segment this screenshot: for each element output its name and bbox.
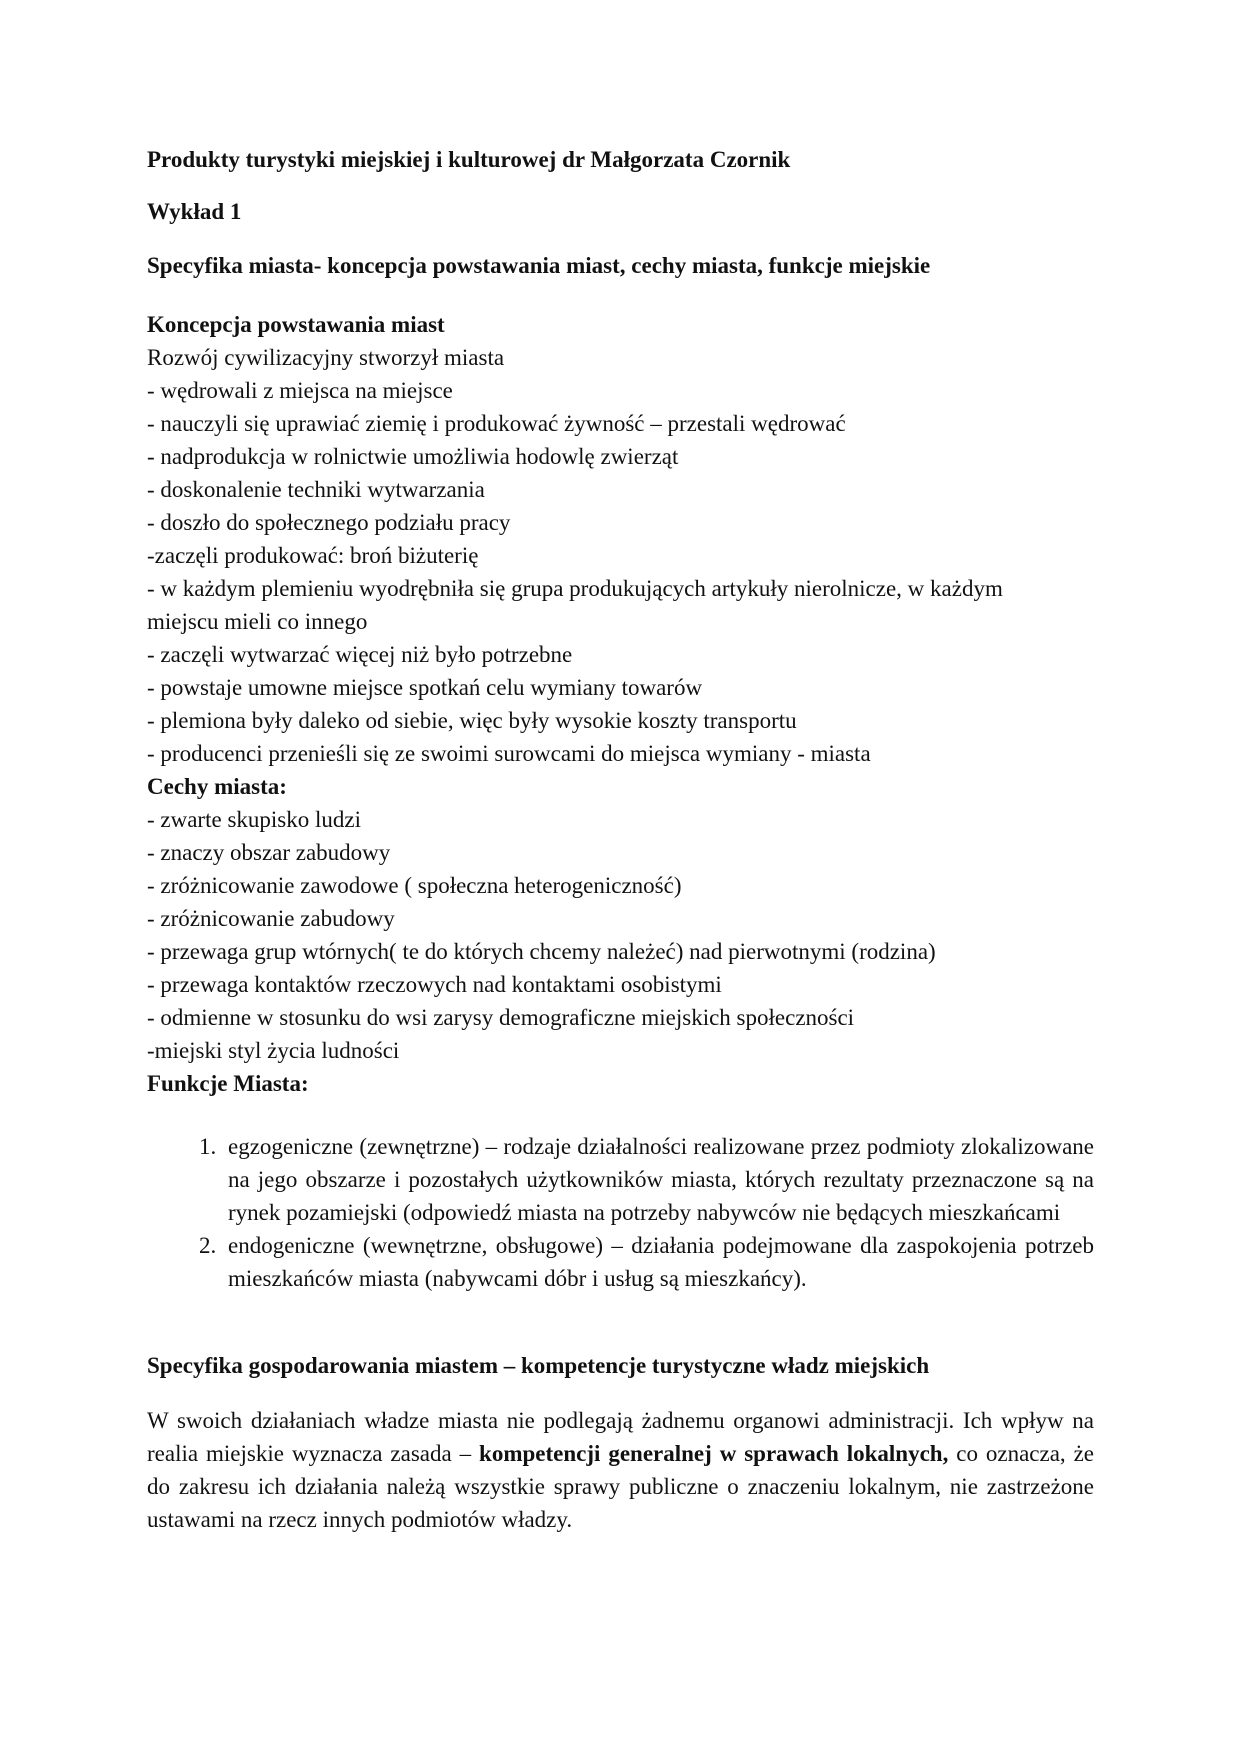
origin-line: - doszło do społecznego podziału pracy bbox=[147, 510, 511, 535]
origin-line: - nadprodukcja w rolnictwie umożliwia hodowlę zwierząt bbox=[147, 444, 679, 469]
origin-line: miejscu mieli co innego bbox=[147, 609, 368, 634]
paragraph-bold-text: kompetencji generalnej w sprawach lokalnych, bbox=[479, 1441, 949, 1466]
origin-line: - nauczyli się uprawiać ziemię i produkować żywność – przestali wędrować bbox=[147, 411, 846, 436]
section-heading-functions: Funkcje Miasta: bbox=[147, 1071, 309, 1096]
functions-list bbox=[147, 1130, 1094, 1295]
section-heading-origin: Koncepcja powstawania miast bbox=[147, 312, 445, 337]
origin-line: Rozwój cywilizacyjny stworzył miasta bbox=[147, 345, 505, 370]
section-heading-management: Specyfika gospodarowania miastem – kompetencje turystyczne władz miejskich bbox=[147, 1353, 930, 1378]
origin-line: - powstaje umowne miejsce spotkań celu wymiany towarów bbox=[147, 675, 703, 700]
origin-line: - producenci przenieśli się ze swoimi surowcami do miejsca wymiany - miasta bbox=[147, 741, 871, 766]
origin-line: - w każdym plemieniu wyodrębniła się grupa produkujących artykuły nierolnicze, w każdym bbox=[147, 576, 1003, 601]
feature-line: - zróżnicowanie zabudowy bbox=[147, 906, 395, 931]
feature-line: - odmienne w stosunku do wsi zarysy demograficzne miejskich społeczności bbox=[147, 1005, 855, 1030]
functions-list-item: 2. endogeniczne (wewnętrzne, obsługowe) – działania podejmowane dla zaspokojenia potrzeb mieszkańców miasta (nabywcami dóbr i usług są mieszkańcy). bbox=[222, 1229, 1094, 1295]
functions-list-item: 1. egzogeniczne (zewnętrzne) – rodzaje działalności realizowane przez podmioty zlokalizowane na jego obszarze i pozostałych użytkowników miasta, których rezultaty przeznaczone są na rynek pozamiejski (odpowiedź miasta na potrzeby nabywców nie będących mieszkańcami bbox=[222, 1130, 1094, 1229]
management-paragraph bbox=[147, 1404, 1094, 1536]
origin-line: - doskonalenie techniki wytwarzania bbox=[147, 477, 485, 502]
feature-line: - znaczy obszar zabudowy bbox=[147, 840, 391, 865]
paragraph-text: co oznacza, że do zakresu ich działania należą wszystkie sprawy publiczne o znaczeniu lokalnym, nie zastrzeżone ustawami na rzecz innych podmiotów władzy. bbox=[147, 1441, 1094, 1532]
feature-line: -miejski styl życia ludności bbox=[147, 1038, 400, 1063]
paragraph-text: W swoich działaniach władze miasta nie podlegają żadnemu organowi administracji. Ich wpływ na realia miejskie wyznacza zasada – bbox=[147, 1408, 1094, 1466]
feature-line: - zróżnicowanie zawodowe ( społeczna heterogeniczność) bbox=[147, 873, 682, 898]
origin-line: -zaczęli produkować: broń biżuterię bbox=[147, 543, 479, 568]
origin-line: - plemiona były daleko od siebie, więc były wysokie koszty transportu bbox=[147, 708, 797, 733]
origin-line: - zaczęli wytwarzać więcej niż było potrzebne bbox=[147, 642, 573, 667]
lecture-topic: Specyfika miasta- koncepcja powstawania miast, cechy miasta, funkcje miejskie bbox=[147, 253, 931, 278]
section-heading-features: Cechy miasta: bbox=[147, 774, 287, 799]
feature-line: - przewaga kontaktów rzeczowych nad kontaktami osobistymi bbox=[147, 972, 722, 997]
feature-line: - przewaga grup wtórnych( te do których chcemy należeć) nad pierwotnymi (rodzina) bbox=[147, 939, 936, 964]
document-title: Produkty turystyki miejskiej i kulturowej dr Małgorzata Czornik bbox=[147, 147, 791, 172]
document-content bbox=[147, 143, 1094, 1536]
lecture-label: Wykład 1 bbox=[147, 199, 242, 224]
origin-line: - wędrowali z miejsca na miejsce bbox=[147, 378, 453, 403]
feature-line: - zwarte skupisko ludzi bbox=[147, 807, 361, 832]
